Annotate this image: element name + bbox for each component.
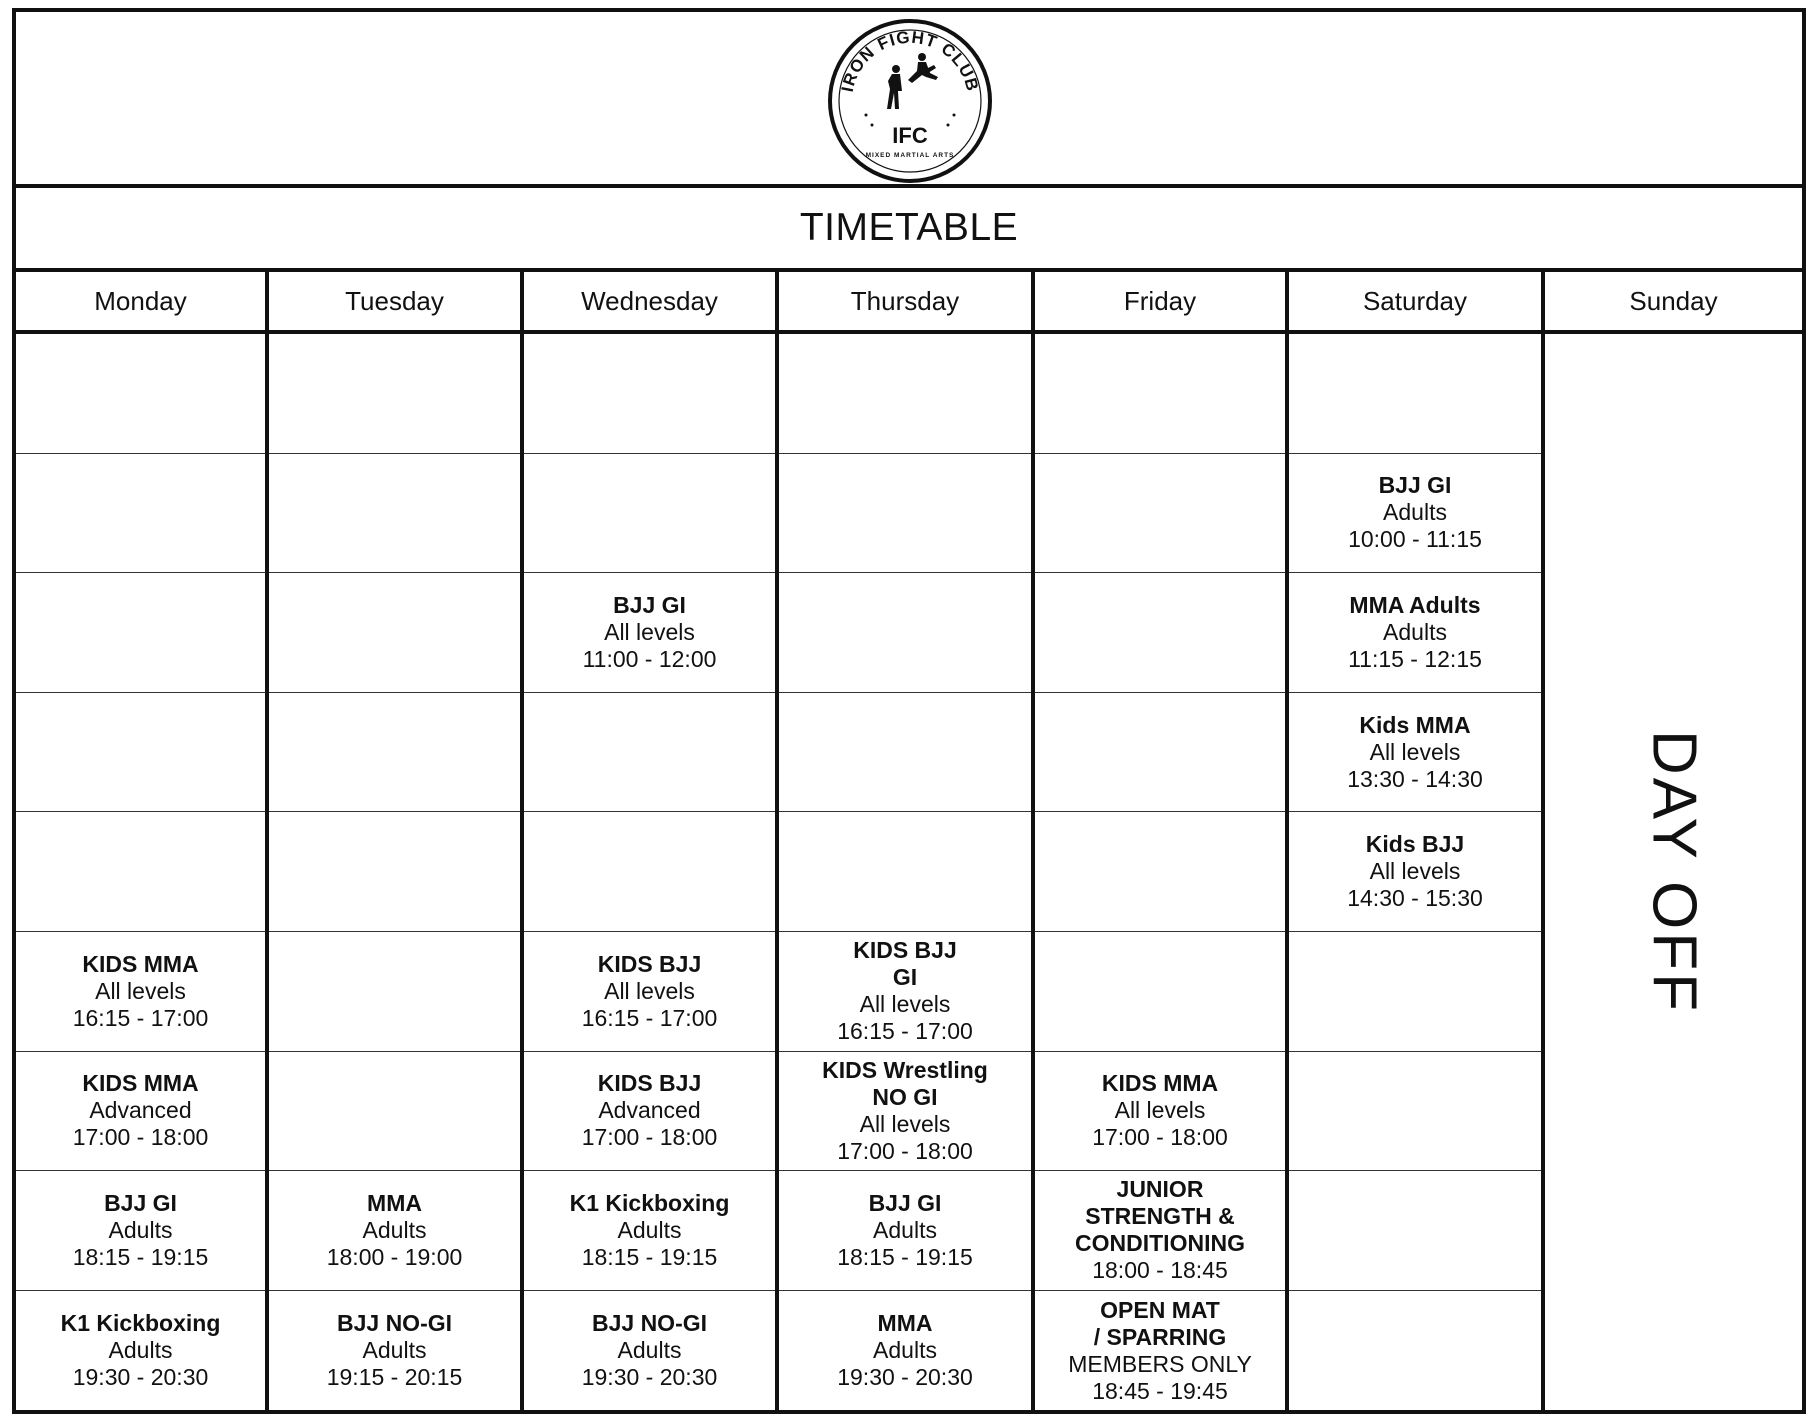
class-name: KIDS BJJ: [597, 1070, 702, 1097]
empty-slot: [1035, 812, 1285, 932]
class-name: K1 Kickboxing: [569, 1189, 730, 1216]
class-level: Advanced: [598, 1097, 701, 1124]
class-slot: [524, 1052, 775, 1172]
class-time: 14:30 - 15:30: [1347, 885, 1483, 912]
day-column-thursday: [779, 272, 1035, 1410]
class-slot: [16, 1291, 265, 1411]
class-slot: [524, 1291, 775, 1411]
class-level: Adults: [873, 1337, 937, 1364]
day-header: Tuesday: [269, 272, 520, 334]
class-name: KIDS MMA: [82, 950, 199, 977]
logo-bottom-text: MIXED MARTIAL ARTS: [865, 152, 955, 159]
class-level: All levels: [1369, 858, 1461, 885]
class-name: BJJ GI: [104, 1189, 177, 1216]
class-level: Adults: [108, 1216, 173, 1243]
class-slot: [524, 1171, 775, 1291]
class-name: KIDS Wrestling NO GI: [822, 1056, 988, 1110]
day-column-saturday: [1289, 272, 1545, 1410]
class-name: MMA: [367, 1189, 422, 1216]
class-time: 19:30 - 20:30: [581, 1364, 718, 1391]
day-header: Sunday: [1545, 272, 1802, 334]
class-slot: [779, 1171, 1031, 1291]
empty-slot: [16, 334, 265, 454]
page-title: TIMETABLE: [16, 188, 1802, 272]
day-off-area: [1545, 334, 1802, 1410]
class-time: 11:00 - 12:00: [582, 645, 717, 672]
class-slot: [16, 1171, 265, 1291]
empty-slot: [16, 812, 265, 932]
empty-slot: [524, 334, 775, 454]
class-slot: [1289, 812, 1541, 932]
class-slot: [269, 1291, 520, 1411]
class-level: Adults: [1383, 499, 1447, 526]
empty-slot: [779, 334, 1031, 454]
class-time: 19:15 - 20:15: [326, 1364, 463, 1391]
class-level: All levels: [604, 618, 695, 645]
empty-slot: [1289, 932, 1541, 1052]
empty-slot: [779, 693, 1031, 813]
empty-slot: [1035, 454, 1285, 574]
class-time: 17:00 - 18:00: [581, 1124, 718, 1151]
class-name: Kids BJJ: [1365, 831, 1465, 858]
class-slot: [16, 932, 265, 1052]
class-name: BJJ GI: [868, 1189, 942, 1216]
class-slot: [1035, 1291, 1285, 1411]
class-level: All levels: [604, 977, 695, 1004]
class-slot: [1035, 1052, 1285, 1172]
empty-slot: [269, 932, 520, 1052]
class-time: 17:00 - 18:00: [1092, 1124, 1228, 1151]
class-name: BJJ NO-GI: [336, 1310, 453, 1337]
empty-slot: [1289, 334, 1541, 454]
class-time: 18:45 - 19:45: [1092, 1377, 1228, 1404]
class-name: MMA Adults: [1349, 591, 1481, 618]
logo-top-text: IRON FIGHT CLUB: [837, 27, 983, 94]
empty-slot: [269, 334, 520, 454]
class-name: KIDS BJJ GI: [853, 937, 957, 991]
day-header: Wednesday: [524, 272, 775, 334]
class-level: Adults: [1383, 618, 1447, 645]
class-time: 18:00 - 19:00: [326, 1243, 463, 1270]
class-slot: [1289, 573, 1541, 693]
class-name: K1 Kickboxing: [60, 1310, 221, 1337]
day-column-tuesday: [269, 272, 524, 1410]
class-slot: [269, 1171, 520, 1291]
class-level: Adults: [617, 1216, 682, 1243]
class-level: Adults: [362, 1216, 427, 1243]
empty-slot: [1289, 1171, 1541, 1291]
class-level: All levels: [1369, 738, 1461, 765]
logo-header: [16, 12, 1802, 188]
class-level: Adults: [617, 1337, 682, 1364]
class-time: 19:30 - 20:30: [837, 1364, 973, 1391]
class-time: 17:00 - 18:00: [837, 1137, 973, 1164]
class-level: All levels: [95, 977, 186, 1004]
class-name: JUNIOR STRENGTH & CONDITIONING: [1075, 1176, 1245, 1257]
empty-slot: [1035, 573, 1285, 693]
class-slot: [1289, 693, 1541, 813]
class-slot: [1035, 1171, 1285, 1291]
class-level: All levels: [1114, 1097, 1206, 1124]
day-header: Saturday: [1289, 272, 1541, 334]
class-level: All levels: [859, 991, 951, 1018]
day-header: Friday: [1035, 272, 1285, 334]
class-time: 17:00 - 18:00: [72, 1124, 209, 1151]
class-time: 16:15 - 17:00: [581, 1004, 718, 1031]
club-logo: [826, 17, 994, 185]
empty-slot: [269, 573, 520, 693]
class-slot: [16, 1052, 265, 1172]
class-name: MMA: [877, 1310, 933, 1337]
empty-slot: [16, 693, 265, 813]
schedule-grid: [16, 272, 1802, 1410]
class-time: 16:15 - 17:00: [837, 1018, 973, 1045]
class-time: 13:30 - 14:30: [1347, 765, 1483, 792]
timetable-sheet: [12, 8, 1806, 1414]
empty-slot: [779, 454, 1031, 574]
class-level: Adults: [873, 1216, 937, 1243]
class-time: 19:30 - 20:30: [72, 1364, 209, 1391]
class-name: Kids MMA: [1359, 711, 1471, 738]
class-level: Adults: [108, 1337, 173, 1364]
class-level: Adults: [362, 1337, 427, 1364]
empty-slot: [1035, 932, 1285, 1052]
empty-slot: [1035, 334, 1285, 454]
empty-slot: [524, 812, 775, 932]
class-slot: [779, 932, 1031, 1052]
class-slot: [779, 1291, 1031, 1411]
day-column-sunday: [1545, 272, 1802, 1410]
class-level: MEMBERS ONLY: [1068, 1350, 1252, 1377]
empty-slot: [16, 454, 265, 574]
class-level: All levels: [859, 1110, 951, 1137]
day-column-monday: [16, 272, 269, 1410]
class-name: KIDS BJJ: [597, 950, 702, 977]
class-time: 11:15 - 12:15: [1348, 645, 1482, 672]
class-time: 18:15 - 19:15: [581, 1243, 718, 1270]
day-header: Thursday: [779, 272, 1031, 334]
class-name: BJJ GI: [613, 591, 686, 618]
class-time: 16:15 - 17:00: [72, 1004, 209, 1031]
class-name: OPEN MAT / SPARRING: [1093, 1296, 1227, 1350]
class-time: 18:15 - 19:15: [72, 1243, 209, 1270]
empty-slot: [524, 454, 775, 574]
empty-slot: [779, 812, 1031, 932]
empty-slot: [1289, 1291, 1541, 1411]
class-slot: [779, 1052, 1031, 1172]
class-slot: [1289, 454, 1541, 574]
empty-slot: [269, 693, 520, 813]
class-name: BJJ GI: [1378, 472, 1452, 499]
class-name: KIDS MMA: [1101, 1070, 1219, 1097]
day-column-friday: [1035, 272, 1289, 1410]
empty-slot: [269, 454, 520, 574]
empty-slot: [1035, 693, 1285, 813]
empty-slot: [16, 573, 265, 693]
day-header: Monday: [16, 272, 265, 334]
class-slot: [524, 573, 775, 693]
class-time: 18:00 - 18:45: [1092, 1257, 1228, 1284]
class-time: 10:00 - 11:15: [1348, 526, 1482, 553]
class-name: BJJ NO-GI: [591, 1310, 708, 1337]
class-time: 18:15 - 19:15: [837, 1243, 973, 1270]
empty-slot: [1289, 1052, 1541, 1172]
logo-monogram: IFC: [892, 123, 928, 148]
empty-slot: [524, 693, 775, 813]
empty-slot: [269, 812, 520, 932]
class-level: Advanced: [89, 1097, 192, 1124]
class-slot: [524, 932, 775, 1052]
day-off-label: DAY OFF: [1639, 730, 1709, 1014]
empty-slot: [779, 573, 1031, 693]
class-name: KIDS MMA: [82, 1070, 199, 1097]
day-column-wednesday: [524, 272, 779, 1410]
empty-slot: [269, 1052, 520, 1172]
